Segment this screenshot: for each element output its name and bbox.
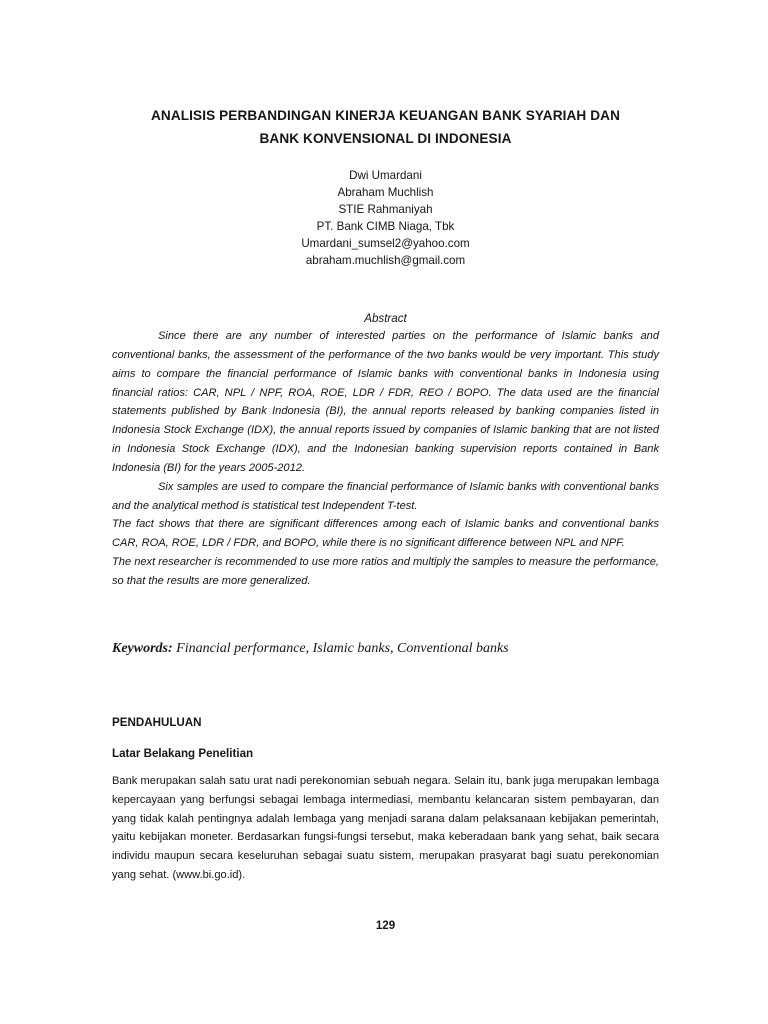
author-affiliation-2: PT. Bank CIMB Niaga, Tbk <box>316 220 455 233</box>
author-email-2: abraham.muchlish@gmail.com <box>305 254 466 267</box>
keywords-line <box>112 639 659 659</box>
abstract-paragraph-3: The fact shows that there are significant differences among each of Islamic banks and conventional banks CAR, ROA, ROE, LDR / FDR, and BOPO, while there is no significant difference between NPL and NPF. <box>112 518 659 550</box>
keywords-label: Keywords: <box>112 641 173 656</box>
author-email-1: Umardani_sumsel2@yahoo.com <box>301 237 470 250</box>
abstract-paragraph-1: Since there are any number of interested parties on the performance of Islamic banks and conventional banks, the assessment of the performance of the two banks would be very important. This study aims to compare the financial performance of Islamic banks with conventional banks in Indonesia using financial ratios: CAR, NPL / NPF, ROA, ROE, LDR / FDR, REO / BOPO. The data used are the financial statements published by Bank Indonesia (BI), the annual reports released by banking companies listed in Indonesia Stock Exchange (IDX), the annual reports issued by companies of Islamic banking that are not listed in Indonesia Stock Exchange (IDX), and the Indonesian banking supervision reports contained in Bank Indonesia (BI) for the years 2005-2012. <box>112 330 659 474</box>
title-line-2: BANK KONVENSIONAL DI INDONESIA <box>259 131 512 146</box>
author-affiliation-1: STIE Rahmaniyah <box>338 203 433 216</box>
subsection-heading: Latar Belakang Penelitian <box>112 747 254 760</box>
author-name-2: Abraham Muchlish <box>337 186 434 199</box>
page-number: 129 <box>375 919 396 932</box>
abstract-heading: Abstract <box>364 312 407 325</box>
keywords-text: Financial performance, Islamic banks, Conventional banks <box>176 641 509 656</box>
abstract-paragraph-4: The next researcher is recommended to use more ratios and multiply the samples to measure the performance, so that the results are more generalized. <box>112 556 659 587</box>
title-line-1: ANALISIS PERBANDINGAN KINERJA KEUANGAN BANK SYARIAH DAN <box>151 108 620 123</box>
paper-page <box>112 0 659 1024</box>
section-body-paragraph: Bank merupakan salah satu urat nadi perekonomian sebuah negara. Selain itu, bank juga merupakan lembaga kepercayaan yang berfungsi sebagai lembaga intermediasi, membantu kelancaran sistem pembayaran, dan yang tidak kalah pentingnya adalah lembaga yang menjadi sarana dalam pelaksanaan kebijakan pemerintah, yaitu kebijakan moneter. Berdasarkan fungsi-fungsi tersebut, maka keberadaan bank yang sehat, baik secara individu maupun secara keseluruhan sebagai suatu sistem, merupakan prasyarat bagi suatu perekonomian yang sehat. (www.bi.go.id). <box>112 775 659 881</box>
author-block <box>112 167 659 269</box>
author-name-1: Dwi Umardani <box>349 169 422 182</box>
section-heading: PENDAHULUAN <box>112 716 202 729</box>
paper-title <box>112 104 659 150</box>
abstract-paragraph-2: Six samples are used to compare the financial performance of Islamic banks with conventional banks and the analytical method is statistical test Independent T-test. <box>112 480 659 512</box>
abstract-body <box>112 327 659 591</box>
